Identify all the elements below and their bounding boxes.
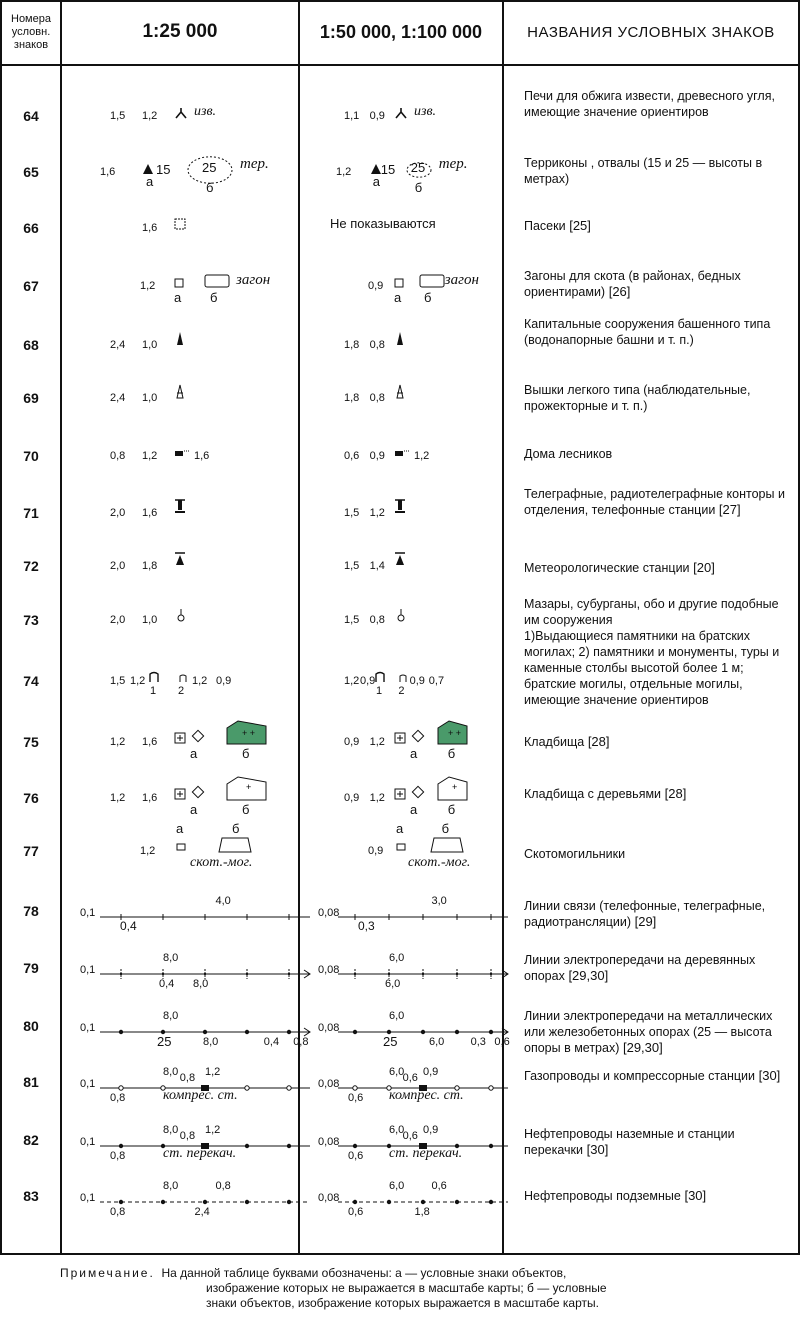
variant-b-label: б bbox=[232, 821, 240, 836]
variant-a-label: а bbox=[174, 290, 182, 305]
dimension-label: 1,6 bbox=[100, 166, 116, 178]
cemetery-area-icon bbox=[226, 720, 268, 746]
dimension-label: 0,1 bbox=[80, 964, 96, 976]
symbol-description bbox=[524, 382, 788, 414]
symbol-name: Телеграфные, радиотелеграфные конторы и отделения, телефонные станции bbox=[524, 487, 785, 517]
dimension-label: 0,08 bbox=[318, 1078, 340, 1090]
variant-a-label: а bbox=[190, 746, 198, 761]
dimension-label: 0,9 bbox=[369, 450, 385, 462]
dimension-label: 1,2 bbox=[344, 675, 360, 687]
footnote bbox=[60, 1266, 780, 1311]
tree-cemetery-area-icon bbox=[226, 776, 268, 802]
dimension-label: 0,6 bbox=[344, 450, 360, 462]
column-divider bbox=[298, 0, 300, 1255]
symbol-number: 73 bbox=[23, 612, 39, 628]
line-symbol-79 bbox=[338, 968, 508, 980]
tower-icon bbox=[396, 331, 404, 347]
symbol-number: 80 bbox=[23, 1018, 39, 1034]
variant-b-label: б bbox=[441, 821, 450, 836]
dimension-label: 0,6 bbox=[402, 1072, 418, 1084]
dimension-label: 0,9 bbox=[423, 1066, 439, 1078]
dimension-label: 1,2 bbox=[140, 280, 156, 292]
symbol-description bbox=[524, 446, 788, 462]
monument-icon bbox=[374, 671, 386, 683]
tree-cemetery-icon bbox=[174, 788, 186, 800]
dimension-label: 0,8 bbox=[293, 1036, 309, 1048]
footnote-line-1: На данной таблице буквами обозначены: а — условные знаки объектов, bbox=[161, 1266, 567, 1280]
kiln-icon bbox=[394, 106, 408, 120]
cemetery-small-icon bbox=[192, 730, 204, 742]
dimension-label: 6,0 bbox=[389, 952, 405, 964]
symbol-number: 82 bbox=[23, 1132, 39, 1148]
symbol-name: Кладбища с деревьями bbox=[524, 787, 662, 801]
burial-label: скот.-мог. bbox=[408, 855, 471, 870]
variant-b-label: б bbox=[206, 180, 214, 195]
dimension-label: 0,9 bbox=[360, 675, 376, 687]
symbol-number: 72 bbox=[23, 558, 39, 574]
reference-bracket: [28] bbox=[661, 786, 687, 801]
variant-a-label: а bbox=[176, 821, 184, 836]
cemetery-small-icon bbox=[412, 786, 424, 798]
symbol-description bbox=[524, 218, 788, 234]
reference-bracket: [20] bbox=[689, 560, 715, 575]
symbol-number: 65 bbox=[23, 164, 39, 180]
dimension-label: 1,8 bbox=[142, 560, 158, 572]
dimension-label: 0,8 bbox=[179, 1072, 196, 1084]
dimension-label: 0,1 bbox=[80, 1192, 96, 1204]
cemetery-icon bbox=[174, 732, 186, 744]
symbol-name: Линии электропередачи на деревянных опорах bbox=[524, 953, 756, 983]
dimension-label: 1,2 bbox=[369, 736, 385, 748]
dimension-label: 0,9 bbox=[368, 845, 384, 857]
symbol-description bbox=[524, 628, 788, 708]
svg-text:+: + bbox=[451, 782, 458, 792]
dimension-label: 1,2 bbox=[130, 675, 146, 687]
dimension-label: 6,0 bbox=[389, 1124, 405, 1136]
dimension-label: 4,0 bbox=[215, 895, 231, 907]
variant-b-label: б bbox=[210, 290, 218, 305]
mazar-icon bbox=[176, 608, 186, 622]
monument-number: 2 bbox=[398, 685, 405, 697]
dimension-label: 1,2 bbox=[414, 450, 430, 462]
dimension-label: 1,2 bbox=[140, 845, 156, 857]
burial-site-icon bbox=[396, 841, 406, 851]
cemetery-icon bbox=[394, 732, 406, 744]
reference-bracket: [25] bbox=[565, 218, 591, 233]
dimension-label: 8,0 bbox=[203, 1036, 219, 1048]
symbol-number: 66 bbox=[23, 220, 39, 236]
dimension-label: 8,0 bbox=[193, 978, 209, 990]
dimension-label: 8,0 bbox=[163, 1066, 179, 1078]
symbol-name: Нефтепроводы подземные bbox=[524, 1189, 681, 1203]
variant-b-label: б bbox=[424, 290, 432, 305]
forester-house-icon bbox=[394, 448, 412, 458]
cemetery-small-icon bbox=[192, 786, 204, 798]
kiln-label: изв. bbox=[194, 104, 217, 119]
symbol-name: Метеорологические станции bbox=[524, 561, 690, 575]
dimension-label: 2,4 bbox=[110, 392, 126, 404]
dimension-label: 1,2 bbox=[110, 792, 126, 804]
reference-bracket: [26] bbox=[605, 284, 631, 299]
dimension-label: 1,8 bbox=[344, 392, 360, 404]
symbol-name: Пасеки bbox=[524, 219, 566, 233]
symbol-description bbox=[524, 1188, 788, 1204]
dimension-label: 1,5 bbox=[110, 675, 126, 687]
station-label: ст. перекач. bbox=[389, 1146, 463, 1161]
spoil-heap-label: тер. bbox=[438, 156, 468, 172]
spoil-heap-area-height: 25 bbox=[202, 160, 217, 175]
memorial-icon bbox=[178, 673, 188, 683]
dimension-label: 6,0 bbox=[429, 1036, 445, 1048]
symbol-name: Капитальные сооружения башенного типа (водонапорные башни и т. п.) bbox=[524, 317, 771, 347]
dimension-label: 0,4 bbox=[120, 919, 137, 933]
variant-b-label: б bbox=[447, 802, 456, 817]
symbol-description bbox=[524, 560, 788, 576]
symbol-name: Газопроводы и компрессорные станции bbox=[524, 1069, 755, 1083]
corral-label: загон bbox=[236, 272, 271, 288]
symbol-description bbox=[524, 846, 788, 862]
monument-number: 1 bbox=[376, 685, 383, 697]
dimension-label: 8,0 bbox=[163, 1180, 179, 1192]
symbol-description bbox=[524, 1126, 788, 1158]
dimension-label: 0,4 bbox=[263, 1036, 280, 1048]
dimension-label: 0,6 bbox=[348, 1206, 364, 1218]
dimension-label: 0,6 bbox=[402, 1130, 418, 1142]
symbol-number: 74 bbox=[23, 673, 39, 689]
monument-number: 1 bbox=[150, 685, 157, 697]
dimension-label: 0,8 bbox=[110, 450, 126, 462]
dimension-label: 0,9 bbox=[369, 110, 385, 122]
spoil-heap-label: тер. bbox=[240, 156, 269, 172]
dimension-label: 0,8 bbox=[369, 339, 385, 351]
weather-station-icon bbox=[394, 552, 406, 568]
footnote-line-2: изображение которых не выражается в масштабе карты; б — условные bbox=[206, 1281, 607, 1295]
dimension-label: 0,6 bbox=[494, 1036, 510, 1048]
telegraph-icon bbox=[394, 499, 406, 515]
dimension-label: 8,0 bbox=[163, 952, 179, 964]
dimension-label: 0,9 bbox=[423, 1124, 439, 1136]
corral-icon bbox=[174, 278, 184, 288]
dimension-label: 1,5 bbox=[344, 560, 360, 572]
reference-bracket: [30] bbox=[583, 1142, 609, 1157]
symbol-number: 77 bbox=[23, 843, 39, 859]
dimension-label: 1,4 bbox=[369, 560, 385, 572]
dimension-label: 0,6 bbox=[348, 1150, 364, 1162]
symbol-name: Печи для обжига извести, древесного угля, имеющие значение ориентиров bbox=[524, 89, 775, 119]
dimension-label: 0,08 bbox=[318, 964, 340, 976]
svg-text:+ +: + + bbox=[447, 728, 461, 738]
symbol-description bbox=[524, 952, 788, 984]
symbol-description bbox=[524, 316, 788, 348]
dimension-label: 0,1 bbox=[80, 1078, 96, 1090]
dimension-label: 0,8 bbox=[179, 1130, 196, 1142]
weather-station-icon bbox=[174, 552, 186, 568]
dimension-label: 1,2 bbox=[369, 792, 385, 804]
dimension-label: 0,8 bbox=[110, 1206, 126, 1218]
telegraph-icon bbox=[174, 499, 186, 515]
symbol-name: Терриконы , отвалы (15 и 25 — высоты в метрах) bbox=[524, 156, 763, 186]
burial-label: скот.-мог. bbox=[190, 855, 253, 870]
reference-bracket: [29,30] bbox=[564, 968, 609, 983]
column-divider bbox=[502, 0, 504, 1255]
symbol-number: 70 bbox=[23, 448, 39, 464]
dimension-label: 2,4 bbox=[194, 1206, 210, 1218]
tree-cemetery-icon bbox=[394, 788, 406, 800]
variant-b-label: б bbox=[242, 746, 250, 761]
station-label: компрес. ст. bbox=[163, 1088, 238, 1103]
reference-bracket: [29] bbox=[631, 914, 657, 929]
symbol-name: 1)Выдающиеся памятники на братских могилах; 2) памятники и монументы, туры и каменные столбы высотой более 1 м; братские могилы, отдельные могилы, имеющие значение ориентиров bbox=[524, 629, 780, 707]
symbol-description bbox=[524, 898, 788, 930]
dimension-label: 2,4 bbox=[110, 339, 126, 351]
spoil-heap-height: 15 bbox=[156, 162, 171, 177]
dimension-label: 1,0 bbox=[142, 392, 158, 404]
variant-a-label: а bbox=[410, 802, 418, 817]
symbol-number: 69 bbox=[23, 390, 39, 406]
symbol-description bbox=[524, 786, 788, 802]
symbol-name: Линии связи (телефонные, телеграфные, радиотрансляции) bbox=[524, 899, 766, 929]
dimension-label: 1,6 bbox=[194, 450, 210, 462]
forester-house-icon bbox=[174, 448, 192, 458]
reference-bracket: [28] bbox=[584, 734, 610, 749]
header-number-column: Номера условн. знаков bbox=[11, 12, 51, 51]
symbol-number: 76 bbox=[23, 790, 39, 806]
tower-icon bbox=[176, 331, 184, 347]
dimension-label: 0,6 bbox=[348, 1092, 364, 1104]
burial-area-icon bbox=[430, 837, 464, 853]
column-divider bbox=[60, 0, 62, 1255]
burial-site-icon bbox=[176, 841, 186, 851]
dimension-label: 1,0 bbox=[142, 614, 158, 626]
dimension-label: 0,8 bbox=[369, 614, 385, 626]
symbol-number: 79 bbox=[23, 960, 39, 976]
footnote-line-3: знаки объектов, изображение которых выражается в масштабе карты. bbox=[206, 1296, 599, 1310]
symbol-description bbox=[524, 486, 788, 518]
symbol-description bbox=[524, 734, 788, 750]
header-divider bbox=[0, 64, 800, 66]
station-label: компрес. ст. bbox=[389, 1088, 464, 1103]
dimension-label: 1,6 bbox=[142, 507, 158, 519]
cemetery-small-icon bbox=[412, 730, 424, 742]
light-tower-icon bbox=[176, 384, 184, 400]
dimension-label: 0,9 bbox=[344, 736, 360, 748]
mazar-icon bbox=[396, 608, 406, 622]
dimension-label: 8,0 bbox=[163, 1124, 179, 1136]
dimension-label: 0,1 bbox=[80, 1022, 96, 1034]
dimension-label: 0,08 bbox=[318, 1022, 340, 1034]
variant-b-label: б bbox=[242, 802, 250, 817]
dimension-label: 1,6 bbox=[142, 222, 158, 234]
dimension-label: 0,1 bbox=[80, 907, 96, 919]
dimension-label: 0,7 bbox=[428, 675, 445, 687]
symbol-name: Загоны для скота (в районах, бедных ориентирами) bbox=[524, 269, 741, 299]
spoil-heap-height: 15 bbox=[380, 162, 396, 177]
header-scale-25000: 1:25 000 bbox=[142, 21, 218, 42]
dimension-label: 0,3 bbox=[470, 1036, 486, 1048]
reference-bracket: [29,30] bbox=[619, 1040, 663, 1055]
dimension-label: 0,08 bbox=[318, 1192, 340, 1204]
dimension-label: 0,4 bbox=[159, 978, 175, 990]
dimension-label: 6,0 bbox=[389, 1010, 405, 1022]
symbol-name: Дома лесников bbox=[524, 447, 613, 461]
corral-area-icon bbox=[204, 274, 230, 288]
symbol-name: Вышки легкого типа (наблюдательные, прожекторные и т. п.) bbox=[524, 383, 751, 413]
variant-a-label: а bbox=[190, 802, 198, 817]
dimension-label: 0,1 bbox=[80, 1136, 96, 1148]
dimension-label: 0,6 bbox=[431, 1180, 447, 1192]
dimension-label: 0,8 bbox=[369, 392, 385, 404]
dimension-label: 1,2 bbox=[336, 166, 352, 178]
variant-a-label: а bbox=[396, 821, 404, 836]
header-names-column: НАЗВАНИЯ УСЛОВНЫХ ЗНАКОВ bbox=[527, 23, 775, 41]
station-label: ст. перекач. bbox=[163, 1146, 237, 1161]
dimension-label: 1,2 bbox=[142, 110, 158, 122]
monument-icon bbox=[148, 671, 160, 683]
dimension-label: 0,9 bbox=[344, 792, 360, 804]
dimension-label: 0,9 bbox=[216, 675, 232, 687]
dimension-label: 1,6 bbox=[142, 792, 158, 804]
pole-height: 25 bbox=[157, 1034, 172, 1049]
symbol-name: Линии электропередачи на металлических или железобетонных опорах (25 — высота опоры в метрах) bbox=[524, 1009, 773, 1055]
symbol-number: 67 bbox=[23, 278, 39, 294]
dimension-label: 6,0 bbox=[385, 978, 401, 990]
symbol-description bbox=[524, 1008, 788, 1056]
dimension-label: 1,5 bbox=[110, 110, 126, 122]
symbol-number: 75 bbox=[23, 734, 39, 750]
symbol-number: 78 bbox=[23, 903, 39, 919]
footnote-lead: Примечание. bbox=[60, 1266, 155, 1280]
reference-bracket: [27] bbox=[715, 502, 741, 517]
symbol-description bbox=[524, 596, 788, 628]
dimension-label: 2,0 bbox=[110, 507, 126, 519]
dimension-label: 8,0 bbox=[163, 1010, 179, 1022]
dimension-label: 3,0 bbox=[431, 895, 447, 907]
symbol-description bbox=[524, 155, 788, 187]
corral-label: загон bbox=[444, 272, 479, 288]
light-tower-icon bbox=[396, 384, 404, 400]
symbol-description bbox=[524, 88, 788, 120]
symbol-description bbox=[524, 268, 788, 300]
svg-text:+ +: + + bbox=[242, 728, 256, 738]
symbol-name: Скотомогильники bbox=[524, 847, 626, 861]
svg-text:+: + bbox=[246, 782, 252, 792]
dimension-label: 0,8 bbox=[110, 1092, 126, 1104]
dimension-label: 1,2 bbox=[142, 450, 158, 462]
dimension-label: 1,6 bbox=[142, 736, 158, 748]
variant-b-label: б bbox=[414, 180, 423, 195]
pole-height: 25 bbox=[383, 1034, 398, 1049]
dimension-label: 0,9 bbox=[368, 280, 384, 292]
symbol-number: 64 bbox=[23, 108, 39, 124]
memorial-icon bbox=[398, 673, 408, 683]
dimension-label: 0,3 bbox=[358, 919, 375, 933]
dimension-label: 1,1 bbox=[344, 110, 360, 122]
dimension-label: 1,2 bbox=[205, 1124, 221, 1136]
dimension-label: 1,8 bbox=[414, 1206, 430, 1218]
dimension-label: 6,0 bbox=[389, 1066, 405, 1078]
symbol-number: 81 bbox=[23, 1074, 39, 1090]
dimension-label: 2,0 bbox=[110, 614, 126, 626]
variant-a-label: а bbox=[394, 290, 402, 305]
symbol-description bbox=[524, 1068, 788, 1084]
symbol-name: Мазары, субурганы, обо и другие подобные им сооружения bbox=[524, 597, 779, 627]
dimension-label: 1,2 bbox=[192, 675, 208, 687]
symbol-number: 68 bbox=[23, 337, 39, 353]
spoil-heap-area-height: 25 bbox=[410, 160, 426, 175]
kiln-label: изв. bbox=[414, 104, 437, 119]
monument-number: 2 bbox=[178, 685, 185, 697]
dimension-label: 1,5 bbox=[344, 614, 360, 626]
dimension-label: 1,2 bbox=[369, 507, 385, 519]
corral-area-icon bbox=[419, 274, 445, 288]
variant-a-label: а bbox=[372, 174, 381, 189]
reference-bracket: [30] bbox=[754, 1068, 781, 1083]
dimension-label: 0,08 bbox=[318, 907, 340, 919]
dimension-label: 1,2 bbox=[205, 1066, 221, 1078]
dimension-label: 0,9 bbox=[409, 675, 425, 687]
dimension-label: 0,8 bbox=[110, 1150, 126, 1162]
apiary-icon bbox=[174, 218, 186, 230]
dimension-label: 6,0 bbox=[389, 1180, 405, 1192]
burial-area-icon bbox=[218, 837, 252, 853]
dimension-label: 1,8 bbox=[344, 339, 360, 351]
corral-icon bbox=[394, 278, 404, 288]
variant-a-label: а bbox=[410, 746, 418, 761]
variant-b-label: б bbox=[447, 746, 456, 761]
dimension-label: 0,08 bbox=[318, 1136, 340, 1148]
header-scale-50000-100000: 1:50 000, 1:100 000 bbox=[319, 21, 483, 42]
not-shown-note: Не показываются bbox=[330, 216, 436, 231]
symbol-name: Кладбища bbox=[524, 735, 585, 749]
tree-cemetery-area-icon bbox=[437, 776, 469, 802]
dimension-label: 2,0 bbox=[110, 560, 126, 572]
cemetery-area-icon bbox=[437, 720, 469, 746]
dimension-label: 1,5 bbox=[344, 507, 360, 519]
variant-a-label: а bbox=[146, 174, 154, 189]
kiln-icon bbox=[174, 106, 188, 120]
symbol-number: 71 bbox=[23, 505, 39, 521]
reference-bracket: [30] bbox=[680, 1188, 707, 1203]
symbol-number: 83 bbox=[23, 1188, 39, 1204]
dimension-label: 1,0 bbox=[142, 339, 158, 351]
dimension-label: 0,8 bbox=[215, 1180, 231, 1192]
symbol-name: Нефтепроводы наземные и станции перекачки bbox=[524, 1127, 735, 1157]
dimension-label: 1,2 bbox=[110, 736, 126, 748]
